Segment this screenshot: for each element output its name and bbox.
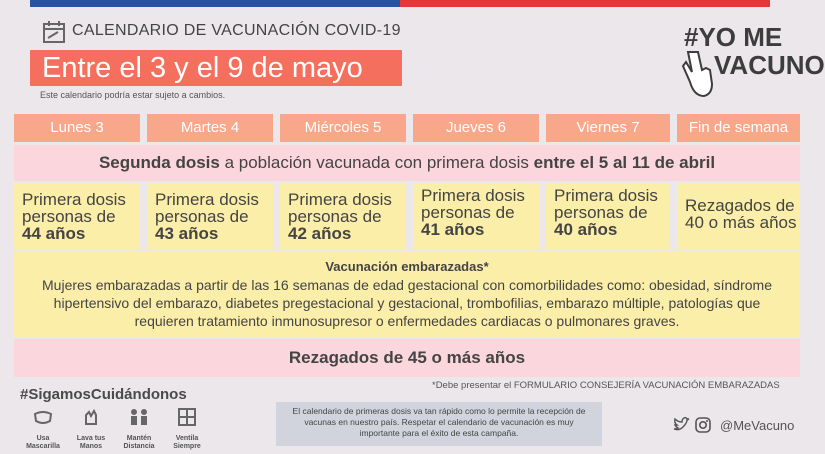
second-dose-row bbox=[14, 145, 800, 181]
day-header-thursday: Jueves 6 bbox=[413, 114, 539, 142]
prevention-tips bbox=[20, 406, 220, 452]
cell-line-2: personas de bbox=[554, 203, 648, 222]
pregnant-vaccination-row bbox=[14, 251, 800, 337]
tip-wash-hands bbox=[68, 406, 114, 451]
badge-line-1: #YO ME bbox=[684, 22, 783, 52]
flag-blue bbox=[30, 0, 400, 7]
wash-hands-icon bbox=[80, 406, 102, 428]
day-header-monday: Lunes 3 bbox=[14, 114, 140, 142]
social-handles bbox=[672, 415, 794, 435]
instagram-icon[interactable] bbox=[694, 416, 712, 434]
day-header-weekend: Fin de semana bbox=[677, 114, 800, 142]
day-header-tuesday: Martes 4 bbox=[147, 114, 273, 142]
second-dose-bold: Segunda dosis bbox=[98, 153, 220, 172]
cell-line-1: Rezagados de bbox=[685, 196, 795, 215]
cell-age: 42 años bbox=[288, 224, 352, 243]
distance-icon bbox=[128, 406, 150, 428]
schedule-cell bbox=[147, 183, 273, 249]
cell-age: 41 años bbox=[421, 220, 485, 239]
schedule-cell-weekend bbox=[677, 183, 800, 249]
cell-line-2: personas de bbox=[288, 207, 382, 226]
cell-line-2: personas de bbox=[421, 203, 515, 222]
cell-age: 44 años bbox=[22, 224, 86, 243]
page-title: CALENDARIO DE VACUNACIÓN COVID-19 bbox=[72, 22, 401, 39]
tip-label-1: Mantén bbox=[126, 435, 152, 442]
tip-label-2: Distancia bbox=[123, 443, 155, 450]
tip-label-1: Usa bbox=[36, 435, 50, 442]
date-banner: Entre el 3 y el 9 de mayo bbox=[30, 50, 402, 86]
tip-mask bbox=[20, 406, 66, 451]
first-dose-row bbox=[14, 183, 800, 249]
cell-line-1: Primera dosis bbox=[421, 186, 525, 205]
twitter-icon[interactable] bbox=[672, 416, 690, 434]
calendar-icon bbox=[42, 20, 66, 44]
mask-icon bbox=[32, 406, 54, 428]
pregnant-body: Mujeres embarazadas a partir de las 16 semanas de edad gestacional con comorbilidades como: obesidad, síndrome hipertensivo del embarazo, diabetes pregestacional y gestacional, trombofilias, embarazo múltiple, patologías que requieren tratamiento inmunosupresor o enfermedades cardiacas o pulmonares graves. bbox=[42, 277, 772, 329]
schedule-cell bbox=[413, 183, 539, 249]
calendar-note-box: El calendario de primeras dosis va tan rápido como lo permite la recepción de vacunas en nuestro país. Respetar el calendario de vacunación es muy importante para el éxito de esta campaña. bbox=[276, 402, 602, 446]
social-handle[interactable]: @MeVacuno bbox=[720, 417, 795, 433]
yo-me-vacuno-badge bbox=[680, 22, 825, 104]
flag-stripe bbox=[30, 0, 770, 7]
cell-line-1: Primera dosis bbox=[554, 186, 658, 205]
flag-red bbox=[400, 0, 770, 7]
cell-line-1: Primera dosis bbox=[22, 190, 126, 209]
tip-label-1: Lava tus bbox=[76, 435, 106, 442]
pregnant-title: Vacunación embarazadas* bbox=[325, 259, 489, 274]
tip-label-2: Manos bbox=[79, 443, 103, 450]
hashtag: #SigamosCuidándonos bbox=[20, 386, 187, 403]
day-header-wednesday: Miércoles 5 bbox=[280, 114, 406, 142]
cell-line-1: Primera dosis bbox=[155, 190, 259, 209]
tip-label-1: Ventila bbox=[175, 435, 199, 442]
second-dose-text: a población vacunada con primera dosis bbox=[219, 153, 534, 172]
footnote: *Debe presentar el FORMULARIO CONSEJERÍA VACUNACIÓN EMBARAZADAS bbox=[432, 380, 780, 391]
tip-distance bbox=[116, 406, 162, 451]
cell-age: 40 años bbox=[554, 220, 618, 239]
schedule-cell bbox=[280, 183, 406, 249]
tip-label-2: Mascarilla bbox=[26, 443, 60, 450]
tip-ventilate bbox=[164, 406, 210, 451]
disclaimer-note: Este calendario podría estar sujeto a cambios. bbox=[40, 90, 226, 100]
cell-line-2: personas de bbox=[22, 207, 116, 226]
second-dose-dates: entre el 5 al 11 de abril bbox=[533, 153, 716, 172]
tip-label-2: Siempre bbox=[173, 443, 201, 450]
day-header-friday: Viernes 7 bbox=[546, 114, 670, 142]
cell-line-2: personas de bbox=[155, 207, 249, 226]
rezagados-row: Rezagados de 45 o más años bbox=[14, 339, 800, 377]
schedule-cell bbox=[14, 183, 140, 249]
ventilate-icon bbox=[176, 406, 198, 428]
day-headers bbox=[14, 114, 800, 142]
badge-line-2: VACUNO bbox=[714, 50, 825, 80]
hand-icon bbox=[680, 48, 716, 100]
schedule-cell bbox=[546, 183, 670, 249]
cell-line-1: Primera dosis bbox=[288, 190, 392, 209]
cell-line-2: 40 o más años bbox=[685, 213, 797, 232]
cell-age: 43 años bbox=[155, 224, 219, 243]
